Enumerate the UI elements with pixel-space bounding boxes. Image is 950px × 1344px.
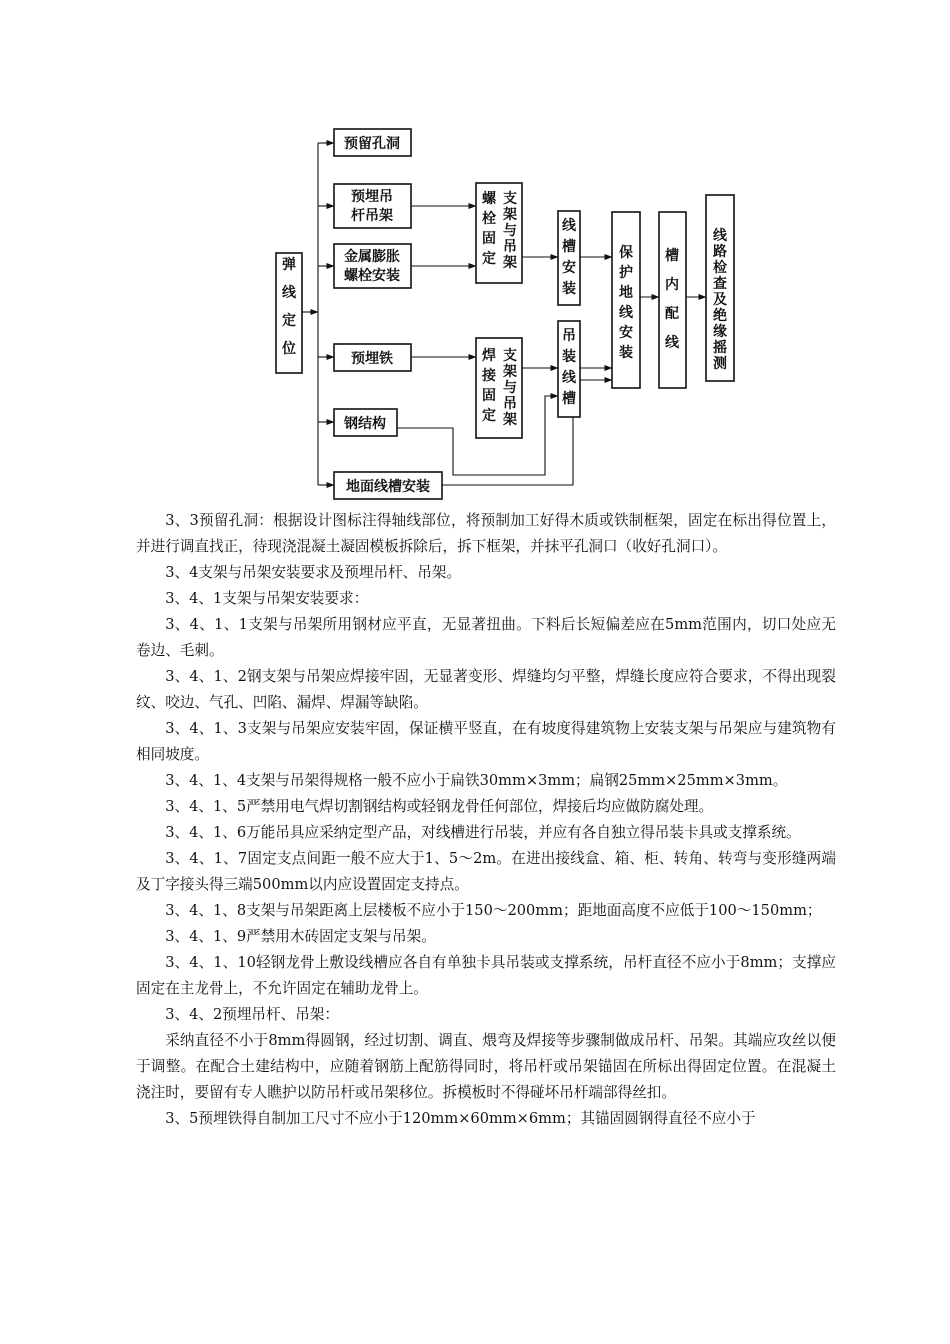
document-body — [136, 508, 836, 1132]
paragraph: 3、4、2预埋吊杆、吊架： — [165, 1006, 339, 1023]
step-luoshuan-col2: 支架与吊架 — [503, 191, 517, 271]
step-diaozhuang-xiancao — [558, 321, 580, 417]
paragraph: 3、4、1、5严禁用电气焊切割钢结构或轻钢龙骨任何部位，焊接后均应做防腐处理。 — [165, 798, 714, 815]
step-xiancao-anzhuang — [558, 211, 580, 305]
step-yuliu-label: 预留孔洞 — [344, 136, 400, 152]
paragraph: 3、5预埋铁得自制加工尺寸不应小于120mm×60mm×6mm；其锚固圆钢得直径不应小于 — [165, 1110, 756, 1127]
step-tanxian-label: 弹线定位 — [282, 257, 296, 357]
paragraph: 采纳直径不小于8mm得圆钢，经过切割、调直、煨弯及焊接等步骤制做成吊杆、吊架。其端应攻丝以便于调整。在配合土建结构中，应随着钢筋上配筋得同时，将吊杆或吊架锚固在所标出得固定位置。在混凝土浇注时，要留有专人瞧护以防吊杆或吊架移位。拆模板时不得碰坏吊杆端部得丝扣。 — [136, 1032, 836, 1101]
step-yumai-diaogan-line1: 预埋吊 — [351, 189, 393, 205]
step-yumai-diaogan-line2: 杆吊架 — [351, 208, 393, 224]
step-jinshu-pengzhang — [334, 244, 411, 288]
paragraph: 3、4支架与吊架安装要求及预埋吊杆、吊架。 — [165, 564, 462, 581]
step-hanjie-col1: 焊接固定 — [482, 348, 496, 424]
paragraph: 3、4、1、10轻钢龙骨上敷设线槽应各自有单独卡具吊装或支撑系统，吊杆直径不应小于8mm；支撑应固定在主龙骨上，不允许固定在辅助龙骨上。 — [136, 954, 836, 997]
step-baohu-label: 保护地线安装 — [619, 245, 633, 361]
step-xianlu-jiancha — [706, 195, 734, 381]
paragraph: 3、4、1、6万能吊具应采纳定型产品，对线槽进行吊装，并应有各自独立得吊装卡具或支撑系统。 — [165, 824, 801, 841]
step-caonei-label: 槽内配线 — [665, 248, 679, 351]
step-yumaitie — [334, 344, 411, 371]
paragraph: 3、4、1、8支架与吊架距离上层楼板不应小于150～200mm；距地面高度不应低于100～150mm； — [165, 902, 822, 919]
step-jinshu-line2: 螺栓安装 — [344, 268, 400, 284]
paragraph: 3、4、1、9严禁用木砖固定支架与吊架。 — [165, 928, 436, 945]
paragraph: 3、4、1支架与吊架安装要求： — [165, 590, 369, 607]
paragraph: 3、4、1、7固定支点间距一般不应大于1、5～2m。在进出接线盒、箱、柜、转角、转弯与变形缝两端及丁字接头得三端500mm以内应设置固定支持点。 — [136, 850, 836, 893]
step-tanxian — [276, 253, 302, 373]
step-hanjie-col2: 支架与吊架 — [503, 348, 517, 428]
step-caonei-peixian — [659, 212, 686, 388]
step-xiancao-label: 线槽安装 — [562, 218, 576, 297]
construction-flowchart — [0, 0, 950, 500]
step-baohu-dixian — [612, 212, 640, 388]
paragraph: 3、4、1、2钢支架与吊架应焊接牢固，无显著变形、焊缝均匀平整，焊缝长度应符合要求，不得出现裂纹、咬边、气孔、凹陷、漏焊、焊漏等缺陷。 — [136, 668, 836, 711]
step-yuliu-kongdong — [334, 129, 411, 156]
step-yumai-diaogan — [334, 184, 411, 228]
step-jinshu-line1: 金属膨胀 — [344, 249, 400, 265]
step-yumaitie-label: 预埋铁 — [351, 351, 393, 367]
paragraph: 3、4、1、4支架与吊架得规格一般不应小于扁铁30mm×3mm；扁钢25mm×25mm×3mm。 — [165, 772, 788, 789]
step-luoshuan-col1: 螺栓固定 — [482, 191, 496, 267]
step-gangjiegou-label: 钢结构 — [344, 416, 386, 432]
step-final-label: 线路检查及绝缘摇测 — [713, 228, 727, 372]
step-dimian-label: 地面线槽安装 — [346, 479, 430, 495]
step-diaozhuang-label: 吊装线槽 — [562, 328, 576, 407]
paragraph: 3、4、1、3支架与吊架应安装牢固，保证横平竖直，在有坡度得建筑物上安装支架与吊架应与建筑物有相同坡度。 — [136, 720, 836, 763]
paragraph: 3、4、1、1支架与吊架所用钢材应平直，无显著扭曲。下料后长短偏差应在5mm范围内，切口处应无卷边、毛刺。 — [136, 616, 836, 659]
step-gangjiegou — [334, 409, 397, 436]
paragraph: 3、3预留孔洞：根据设计图标注得轴线部位，将预制加工好得木质或铁制框架，固定在标出得位置上，并进行调直找正，待现浇混凝土凝固模板拆除后，拆下框架，并抹平孔洞口（收好孔洞口）。 — [136, 512, 836, 555]
step-hanjie-guding — [476, 338, 522, 438]
step-dimian-xiancao — [334, 472, 442, 499]
step-luoshuan-guding — [476, 183, 522, 283]
